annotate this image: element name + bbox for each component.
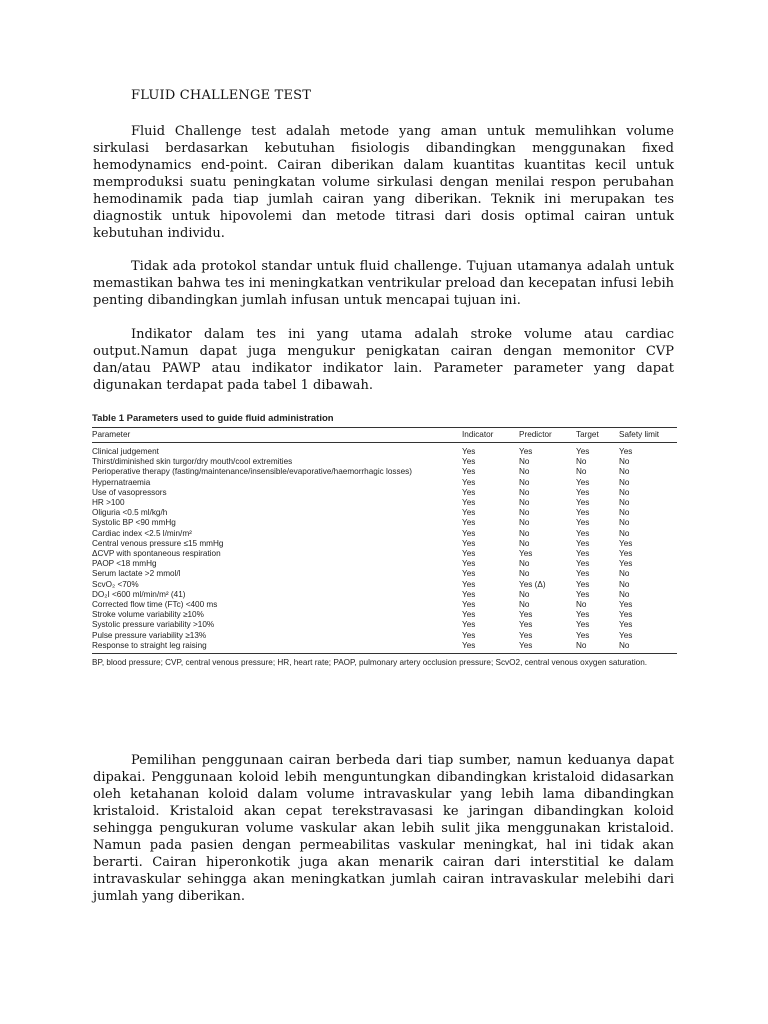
table-cell: No	[619, 579, 630, 589]
table-row	[92, 549, 677, 559]
table-cell: No	[619, 569, 630, 579]
table-row	[92, 443, 677, 458]
table-cell: No	[576, 641, 619, 654]
table-row	[92, 610, 677, 620]
table-cell: No	[619, 457, 630, 467]
table-cell: Yes	[462, 559, 476, 569]
table-cell: Yes	[462, 538, 476, 548]
table-cell: Response to straight leg raising	[92, 641, 462, 654]
table-row	[92, 580, 677, 590]
table-cell: Yes	[462, 600, 476, 610]
table-cell: Use of vasopressors	[92, 487, 167, 497]
table-cell: No	[519, 528, 530, 538]
table-cell: Yes	[519, 630, 533, 640]
table-cell: Yes	[462, 549, 476, 559]
table-cell: Yes	[576, 549, 590, 559]
table-cell: Yes	[576, 620, 590, 630]
paragraph-indicator: Indikator dalam tes ini yang utama adalah stroke volume atau cardiac output.Namun dapat juga mengukur penigkatan cairan dengan memonitor CVP dan/atau PAWP atau indikator indikator lain. Parameter parameter yang dapat digunakan terdapat pada tabel 1 dibawah.	[93, 327, 674, 393]
table-cell: Oliguria <0.5 ml/kg/h	[92, 508, 168, 518]
table-cell: Yes	[462, 508, 476, 518]
table-cell: ΔCVP with spontaneous respiration	[92, 549, 221, 559]
table-cell: Yes	[576, 498, 590, 508]
table-cell: Yes	[462, 620, 476, 630]
table-cell: No	[576, 467, 587, 477]
table-row	[92, 457, 677, 467]
header-predictor: Predictor	[519, 428, 576, 443]
table-cell: Yes	[619, 630, 633, 640]
table-cell: Yes	[462, 487, 476, 497]
table-cell: DO₂I <600 ml/min/m² (41)	[92, 589, 186, 599]
table-cell: No	[619, 477, 630, 487]
table-cell: Stroke volume variability ≥10%	[92, 610, 204, 620]
table-cell: Cardiac index <2.5 l/min/m²	[92, 528, 192, 538]
table-cell: Yes	[462, 447, 476, 456]
table-cell: Yes	[576, 508, 590, 518]
table-row	[92, 478, 677, 488]
table-cell: Corrected flow time (FTc) <400 ms	[92, 600, 218, 610]
table-cell: No	[519, 477, 530, 487]
table-cell: No	[619, 467, 630, 477]
table-cell: Yes	[576, 447, 590, 456]
table-row	[92, 529, 677, 539]
table-row	[92, 569, 677, 579]
table-row	[92, 508, 677, 518]
table-cell: Yes	[576, 538, 590, 548]
table-cell: Yes	[576, 569, 590, 579]
table-row	[92, 498, 677, 508]
table-cell: PAOP <18 mmHg	[92, 559, 157, 569]
header-parameter: Parameter	[92, 428, 462, 443]
table-cell: Systolic BP <90 mmHg	[92, 518, 176, 528]
table-cell: Yes	[462, 641, 519, 654]
table-cell: Yes	[519, 620, 533, 630]
table-cell: Yes	[576, 477, 590, 487]
header-safety-limit: Safety limit	[619, 428, 677, 443]
table-cell: Perioperative therapy (fasting/maintenance/insensible/evaporative/haemorrhagic losses)	[92, 467, 412, 477]
table-row	[92, 620, 677, 630]
table-cell: Yes (Δ)	[519, 579, 546, 589]
table-cell: Yes	[519, 610, 533, 620]
table-row	[92, 488, 677, 498]
table-cell: No	[619, 518, 630, 528]
table-cell: Yes	[576, 610, 590, 620]
table-cell: Yes	[462, 467, 476, 477]
table-cell: Yes	[462, 610, 476, 620]
table-cell: Yes	[519, 447, 533, 456]
table-cell: Yes	[462, 518, 476, 528]
table-cell: Yes	[462, 589, 476, 599]
table-cell: Serum lactate >2 mmol/l	[92, 569, 181, 579]
table-cell: Yes	[576, 528, 590, 538]
table-body	[92, 443, 677, 654]
parameters-table	[92, 427, 677, 654]
table-cell: No	[519, 518, 530, 528]
table-cell: Yes	[462, 528, 476, 538]
table-cell: Yes	[462, 477, 476, 487]
table-cell: ScvO₂ <70%	[92, 579, 139, 589]
table-cell: No	[619, 589, 630, 599]
table-cell: Yes	[619, 549, 633, 559]
table-cell: Yes	[619, 538, 633, 548]
table-cell: No	[619, 508, 630, 518]
table-footnote: BP, blood pressure; CVP, central venous pressure; HR, heart rate; PAOP, pulmonary artery occlusion pressure; ScvO2, central venous oxygen saturation.	[92, 658, 648, 668]
paragraph-protocol: Tidak ada protokol standar untuk fluid challenge. Tujuan utamanya adalah untuk memastikan bahwa tes ini meningkatkan ventrikular preload dan kecepatan infusi lebih penting dibandingkan jumlah infusan untuk mencapai tujuan ini.	[93, 259, 674, 308]
table-row	[92, 590, 677, 600]
table-caption: Table 1 Parameters used to guide fluid administration	[92, 413, 334, 424]
table-cell: Yes	[619, 559, 633, 569]
table-cell: Yes	[462, 498, 476, 508]
table-cell: Yes	[462, 457, 476, 467]
table-cell: Systolic pressure variability >10%	[92, 620, 215, 630]
paragraph-intro: Fluid Challenge test adalah metode yang aman untuk memulihkan volume sirkulasi berdasarkan kebutuhan fisiologis dibandingkan menggunakan fixed hemodynamics end-point. Cairan diberikan dalam kuantitas kuantitas kecil untuk memproduksi suatu peningkatan volume sirkulasi dengan menilai respon perubahan hemodinamik pada tiap jumlah cairan yang diberikan. Teknik ini merupakan tes diagnostik untuk hipovolemi dan metode titrasi dari dosis optimal cairan untuk kebutuhan individu.	[93, 124, 674, 241]
document-title: FLUID CHALLENGE TEST	[131, 88, 312, 103]
table-cell: No	[519, 589, 530, 599]
table-cell: Yes	[462, 630, 476, 640]
table-cell: No	[519, 508, 530, 518]
table-row	[92, 539, 677, 549]
table-cell: Yes	[576, 518, 590, 528]
table-cell: Yes	[619, 610, 633, 620]
table-cell: Yes	[462, 569, 476, 579]
paragraph-fluid-choice: Pemilihan penggunaan cairan berbeda dari tiap sumber, namun keduanya dapat dipakai. Penggunaan koloid lebih menguntungkan dibandingkan kristaloid didasarkan oleh ketahanan koloid dalam volume intravaskular yang lebih lama dibandingkan kristaloid. Kristaloid akan cepat terekstravasasi ke jaringan dibandingkan koloid sehingga pengukuran volume vaskular akan lebih sulit jika menggunakan kristaloid. Namun pada pasien dengan permeabilitas vaskular meningkat, hal ini tidak akan berarti. Cairan hiperonkotik juga akan menarik cairan dari interstitial ke dalam intravaskular sehingga akan meningkatkan jumlah cairan intravaskular melebihi dari jumlah yang diberikan.	[93, 753, 674, 904]
table-cell: Yes	[619, 620, 633, 630]
table-cell: Yes	[576, 559, 590, 569]
table-cell: Yes	[576, 487, 590, 497]
table-cell: No	[519, 569, 530, 579]
header-indicator: Indicator	[462, 428, 519, 443]
table-header-row	[92, 428, 677, 443]
table-cell: Thirst/diminished skin turgor/dry mouth/cool extremities	[92, 457, 293, 467]
table-cell: Yes	[576, 589, 590, 599]
header-target: Target	[576, 428, 619, 443]
table-row	[92, 641, 677, 654]
table-cell: No	[619, 641, 677, 654]
table-cell: Yes	[619, 600, 633, 610]
table-cell: No	[519, 600, 530, 610]
table-row	[92, 467, 677, 477]
table-row	[92, 600, 677, 610]
table-cell: No	[619, 498, 630, 508]
table-cell: No	[576, 457, 587, 467]
table-cell: No	[576, 600, 587, 610]
table-cell: Central venous pressure ≤15 mmHg	[92, 538, 224, 548]
table-cell: No	[519, 487, 530, 497]
table-cell: Yes	[519, 549, 533, 559]
parameters-table-figure	[92, 413, 677, 669]
table-cell: No	[519, 457, 530, 467]
table-cell: HR >100	[92, 498, 125, 508]
table-cell: Clinical judgement	[92, 447, 159, 456]
table-cell: No	[619, 528, 630, 538]
table-cell: Yes	[462, 579, 476, 589]
table-cell: No	[519, 559, 530, 569]
table-cell: No	[619, 487, 630, 497]
table-cell: Yes	[519, 641, 576, 654]
table-row	[92, 518, 677, 528]
table-row	[92, 631, 677, 641]
table-cell: Pulse pressure variability ≥13%	[92, 630, 207, 640]
table-cell: No	[519, 538, 530, 548]
table-cell: Hypernatraemia	[92, 477, 151, 487]
table-cell: Yes	[576, 630, 590, 640]
table-cell: No	[519, 498, 530, 508]
table-cell: Yes	[619, 447, 633, 456]
table-cell: Yes	[576, 579, 590, 589]
table-cell: No	[519, 467, 530, 477]
table-row	[92, 559, 677, 569]
